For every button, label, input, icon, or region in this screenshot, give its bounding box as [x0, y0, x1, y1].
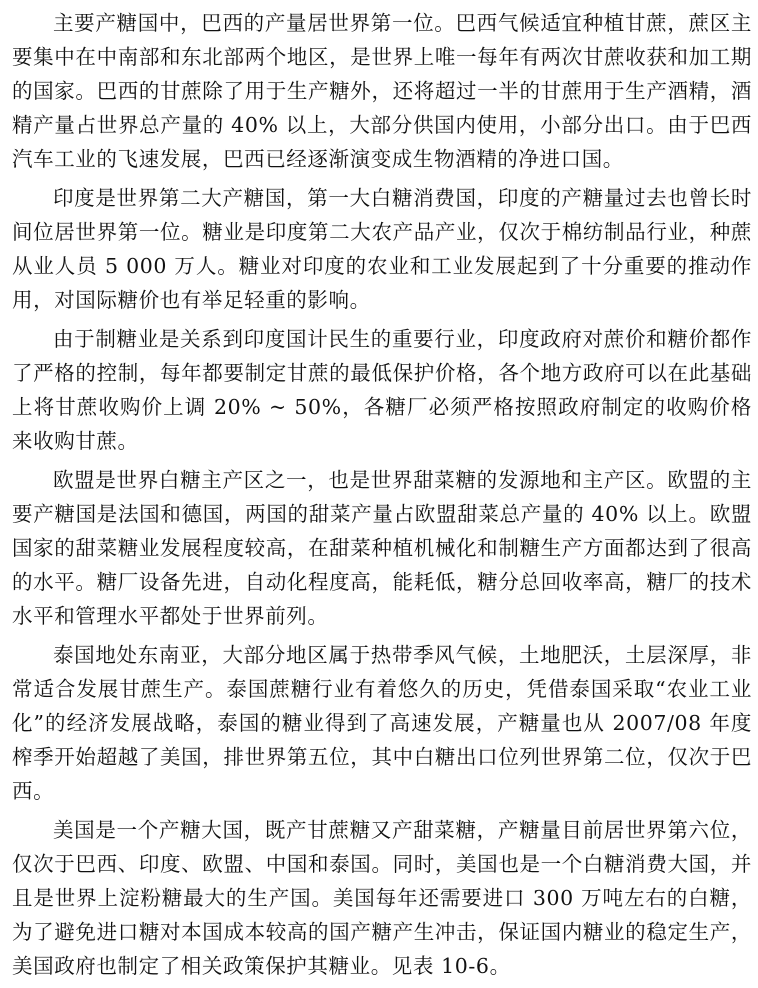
document-page [12, 6, 752, 988]
paragraph-india: 印度是世界第二大产糖国，第一大白糖消费国，印度的产糖量过去也曾长时间位居世界第一位。糖业是印度第二大农产品产业，仅次于棉纺制品行业，种蔗从业人员 5 000 万人。糖业对印度的农业和工业发展起到了十分重要的推动作用，对国际糖价也有举足轻重的影响。 [12, 186, 752, 312]
paragraph-usa: 美国是一个产糖大国，既产甘蔗糖又产甜菜糖，产糖量目前居世界第六位，仅次于巴西、印度、欧盟、中国和泰国。同时，美国也是一个白糖消费大国，并且是世界上淀粉糖最大的生产国。美国每年还需要进口 300 万吨左右的白糖，为了避免进口糖对本国成本较高的国产糖产生冲击，保证国内糖业的稳定生产，美国政府也制定了相关政策保护其糖业。见表 10-6。 [12, 818, 752, 978]
paragraph-eu: 欧盟是世界白糖主产区之一，也是世界甜菜糖的发源地和主产区。欧盟的主要产糖国是法国和德国，两国的甜菜产量占欧盟甜菜总产量的 40% 以上。欧盟国家的甜菜糖业发展程度较高，在甜菜种植机械化和制糖生产方面都达到了很高的水平。糖厂设备先进，自动化程度高，能耗低，糖分总回收率高，糖厂的技术水平和管理水平都处于世界前列。 [12, 468, 752, 628]
paragraph-brazil: 主要产糖国中，巴西的产量居世界第一位。巴西气候适宜种植甘蔗，蔗区主要集中在中南部和东北部两个地区，是世界上唯一每年有两次甘蔗收获和加工期的国家。巴西的甘蔗除了用于生产糖外，还将超过一半的甘蔗用于生产酒精，酒精产量占世界总产量的 40% 以上，大部分供国内使用，小部分出口。由于巴西汽车工业的飞速发展，巴西已经逐渐演变成生物酒精的净进口国。 [12, 11, 752, 171]
paragraph-thailand: 泰国地处东南亚，大部分地区属于热带季风气候，土地肥沃，土层深厚，非常适合发展甘蔗生产。泰国蔗糖行业有着悠久的历史，凭借泰国采取“农业工业化”的经济发展战略，泰国的糖业得到了高速发展，产糖量也从 2007/08 年度榨季开始超越了美国，排世界第五位，其中白糖出口位列世界第二位，仅次于巴西。 [12, 643, 752, 803]
paragraph-india-policy: 由于制糖业是关系到印度国计民生的重要行业，印度政府对蔗价和糖价都作了严格的控制，每年都要制定甘蔗的最低保护价格，各个地方政府可以在此基础上将甘蔗收购价上调 20% ~ 50%，各糖厂必须严格按照政府制定的收购价格来收购甘蔗。 [12, 327, 752, 453]
